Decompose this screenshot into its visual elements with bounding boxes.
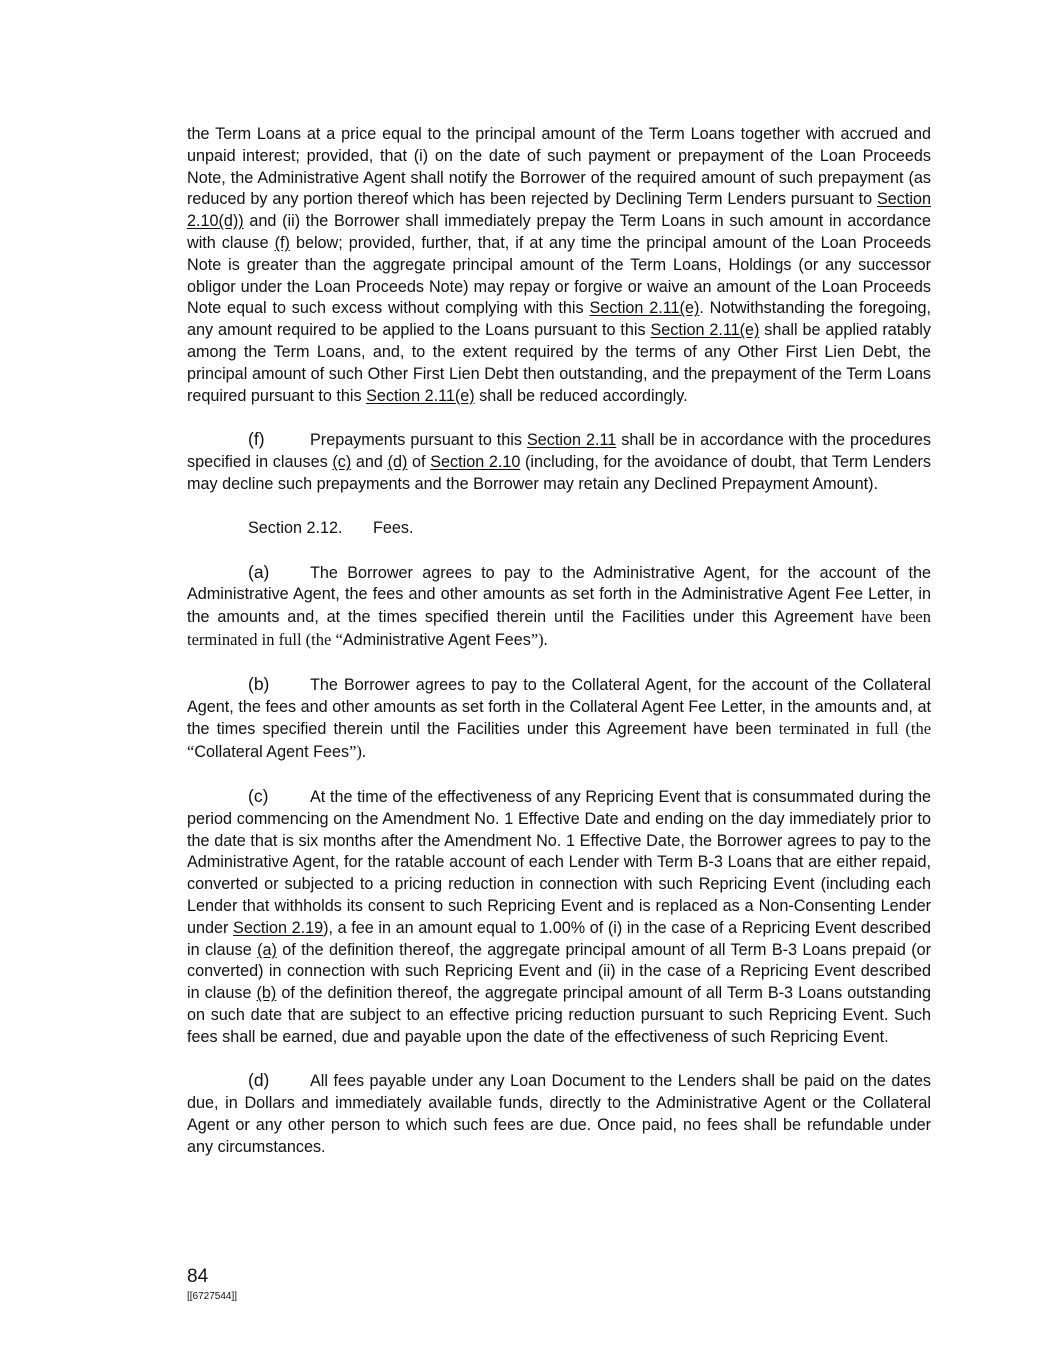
defined-term: Collateral Agent Fees	[194, 743, 350, 762]
text-span: At the time of the effectiveness of any Repricing Event that is consummated during the period commencing on the Amendment No. 1 Effective Date and ending on the day immediately prior to the date that is six months after the Amendment No. 1 Effective Date, the Borrower agrees to pay to the Administrative Agent, for the ratable account of each Lender with Term B-3 Loans that are either repaid, converted or subjected to a pricing reduction in connection with such Repricing Event (including each Lender that withholds its consent to such Repricing Event and is replaced as a Non-Consenting Lender under	[187, 787, 931, 937]
section-reference: Section 2.11(e)	[650, 321, 760, 340]
text-span: shall be reduced accordingly.	[474, 386, 688, 405]
text-span: ), a fee in an amount equal to 1.00% of (i) in the case of a Repricing Event described in clause	[187, 918, 931, 959]
document-code: [[6727544]]	[187, 1291, 238, 1302]
clause-marker: (c)	[248, 785, 269, 806]
paragraph-a	[187, 562, 931, 652]
text-span: have been terminated in full (the “	[187, 607, 931, 649]
paragraph-b	[187, 674, 931, 764]
text-span: The Borrower agrees to pay to the Collateral Agent, for the account of the Collateral Agent, the fees and other amounts as set forth in the Collateral Agent Fee Letter, in the amounts and, at the times specified therein until the Facilities under this Agreement have been	[187, 675, 931, 739]
text-span: (including, for the avoidance of doubt, that Term Lenders may decline such prepayments and the Borrower may retain any Declined Prepayment Amount).	[187, 453, 931, 493]
text-span: shall be applied ratably among the Term Loans, and, to the extent required by the terms of any Other First Lien Debt, the principal amount of such Other First Lien Debt then outstanding, and the prepayment of the Term Loans required pursuant to this	[187, 321, 931, 405]
section-reference: Section 2.10(d))	[187, 190, 931, 231]
paragraph-continuation	[187, 124, 931, 407]
clause-reference: (f)	[274, 233, 290, 252]
document-page	[187, 124, 931, 1159]
section-reference: Section 2.11(e)	[589, 299, 700, 318]
section-reference: Section 2.11(e)	[366, 386, 475, 405]
text-span: and (ii) the Borrower shall immediately prepay the Term Loans in such amount in accordance with clause	[187, 212, 931, 252]
text-span: The Borrower agrees to pay to the Administrative Agent, for the account of the Administrative Agent, the fees and other amounts as set forth in the Administrative Agent Fee Letter, in the amounts and, at the times specified therein until the Facilities under this Agreement	[187, 563, 931, 627]
defined-term: Administrative Agent Fees	[342, 630, 531, 649]
clause-marker: (f)	[248, 429, 265, 450]
text-span: All fees payable under any Loan Document to the Lenders shall be paid on the dates due, in Dollars and immediately available funds, directly to the Administrative Agent or the Collateral Agent or any other person to which such fees are due. Once paid, no fees shall be refundable under any circumstances.	[187, 1072, 931, 1156]
text-span: the Term Loans at a price equal to the principal amount of the Term Loans together with accrued and unpaid interest; provided, that (i) on the date of such payment or prepayment of the Loan Proceeds Note, the Administrative Agent shall notify the Borrower of the required amount of such prepayment (as reduced by any portion thereof which has been rejected by Declining Term Lenders pursuant to	[187, 125, 931, 209]
text-span: of the definition thereof, the aggregate principal amount of all Term B-3 Loans prepaid (or converted) in connection with such Repricing Event and (ii) in the case of a Repricing Event described in clause	[187, 940, 931, 1003]
clause-marker: (a)	[248, 561, 270, 582]
section-reference: Section 2.19	[233, 918, 324, 937]
text-span: ”).	[530, 629, 548, 649]
text-span: terminated in full (the “	[187, 719, 932, 762]
section-reference: Section 2.11	[526, 431, 617, 450]
page-number: 84	[187, 1266, 209, 1287]
clause-reference: (b)	[256, 984, 277, 1003]
section-reference: Section 2.10	[430, 453, 521, 472]
text-span: ”).	[349, 742, 367, 762]
text-span: . Notwithstanding the foregoing, any amount required to be applied to the Loans pursuant to this	[187, 299, 931, 340]
text-span: below; provided, further, that, if at any time the principal amount of the Loan Proceeds Note is greater than the aggregate principal amount of the Term Loans, Holdings (or any successor obligor under the Loan Proceeds Note) may repay or forgive or waive an amount of the Loan Proceeds Note equal to such excess without complying with this	[187, 233, 932, 318]
text-span: of	[407, 453, 431, 472]
clause-marker: (d)	[248, 1070, 270, 1091]
text-span: of the definition thereof, the aggregate principal amount of all Term B-3 Loans outstanding on such date that are subject to an effective pricing reduction pursuant to such Repricing Event. Such fees shall be earned, due and payable upon the date of the effectiveness of such Repricing Event.	[187, 984, 932, 1046]
text-span: and	[351, 453, 388, 472]
clause-reference: (d)	[387, 453, 408, 472]
paragraph-c	[187, 786, 931, 1049]
clause-reference: (a)	[257, 940, 277, 959]
section-title: Fees.	[373, 518, 414, 537]
section-heading	[187, 518, 931, 540]
clause-marker: (b)	[248, 673, 270, 694]
text-span: Prepayments pursuant to this	[310, 431, 527, 450]
section-number: Section 2.12.	[248, 518, 343, 537]
clause-reference: (c)	[332, 453, 352, 472]
paragraph-f	[187, 429, 931, 495]
text-span: shall be in accordance with the procedures specified in clauses	[187, 431, 931, 472]
paragraph-d	[187, 1070, 931, 1158]
